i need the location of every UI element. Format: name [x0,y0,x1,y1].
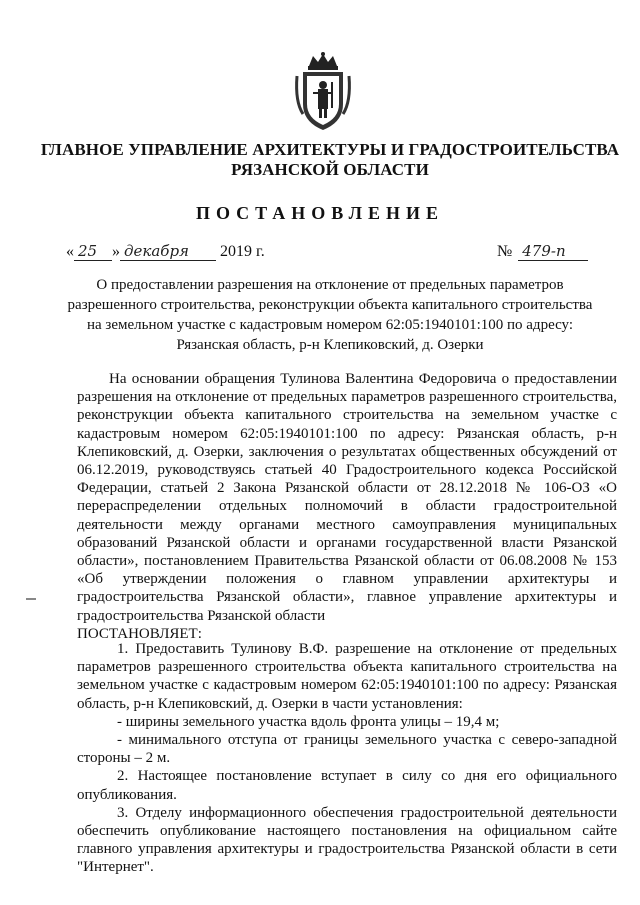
subject-line: на земельном участке с кадастровым номером 62:05:1940101:100 по адресу: [86,317,574,333]
item-2: 2. Настоящее постановление вступает в силу со дня его официального опубликования. [77,768,617,803]
item-1-bullet-2: - минимального отступа от границы земельного участка с северо-западной стороны – 2 м. [77,732,617,767]
date-month: декабря [120,242,216,261]
subject-line: разрешенного строительства, реконструкции объекта капитального строительства [67,297,593,313]
decree-items-section [77,640,617,877]
date-open-quote: « [66,243,74,260]
item-3: 3. Отделу информационного обеспечения градостроительной деятельности обеспечить опубликование настоящего постановления на официальном сайте главного управления архитектуры и градостроительства Рязанской области в сети "Интернет". [77,804,617,876]
preamble-paragraph: На основании обращения Тулинова Валентина Федоровича о предоставлении разрешения на отклонение от предельных параметров разрешенного строительства, реконструкции объекта капитального строительства на земельном участке с кадастровым номером 62:05:1940101:100 по адресу: Рязанская область, р-н Клепиковский, д. Озерки, заключения о результатах общественных обсуждений от 06.12.2019, руководствуясь статьей 40 Градостроительного кодекса Российской Федерации, статьей 2 Закона Рязанской области от 28.12.2018 № 106-ОЗ «О перераспределении отдельных полномочий в области градостроительной деятельности между органами местного самоуправления муниципальных образований Рязанской области и органами государственной власти Рязанской области», постановлением Правительства Рязанской области от 06.08.2008 № 153 «Об утверждении положения о главном управлении архитектуры и градостроительства Рязанской области», главное управление архитектуры и градостроительства Рязанской области [77,371,617,624]
number-sign: № [497,243,513,260]
date-close-quote: » [112,243,120,260]
item-1-bullet-1: - ширины земельного участка вдоль фронта улицы – 19,4 м; [117,713,500,730]
document-subject [60,275,600,355]
document-date [66,242,265,261]
organization-name-line2: РЯЗАНСКОЙ ОБЛАСТИ [231,160,429,179]
document-number [497,242,588,261]
subject-line: О предоставлении разрешения на отклонение от предельных параметров [96,277,564,293]
date-day: 25 [74,242,112,261]
preamble-section [77,370,617,643]
item-1: 1. Предоставить Тулинову В.Ф. разрешение на отклонение от предельных параметров разрешенного строительства объекта капитального строительства на земельном участке с кадастровым номером 62:05:1940101:100 по адресу: Рязанская область, р-н Клепиковский, д. Озерки в части установления: [77,641,617,712]
coat-of-arms-icon [293,52,353,134]
subject-line: Рязанская область, р-н Клепиковский, д. Озерки [176,337,484,353]
margin-mark [26,598,36,600]
document-type-title: ПОСТАНОВЛЕНИЕ [195,203,445,223]
decree-word: ПОСТАНОВЛЯЕТ: [77,625,202,642]
organization-name-line1: ГЛАВНОЕ УПРАВЛЕНИЕ АРХИТЕКТУРЫ И ГРАДОСТРОИТЕЛЬСТВА [40,140,620,159]
date-year: 2019 г. [220,243,265,260]
number-value: 479-п [518,242,588,261]
